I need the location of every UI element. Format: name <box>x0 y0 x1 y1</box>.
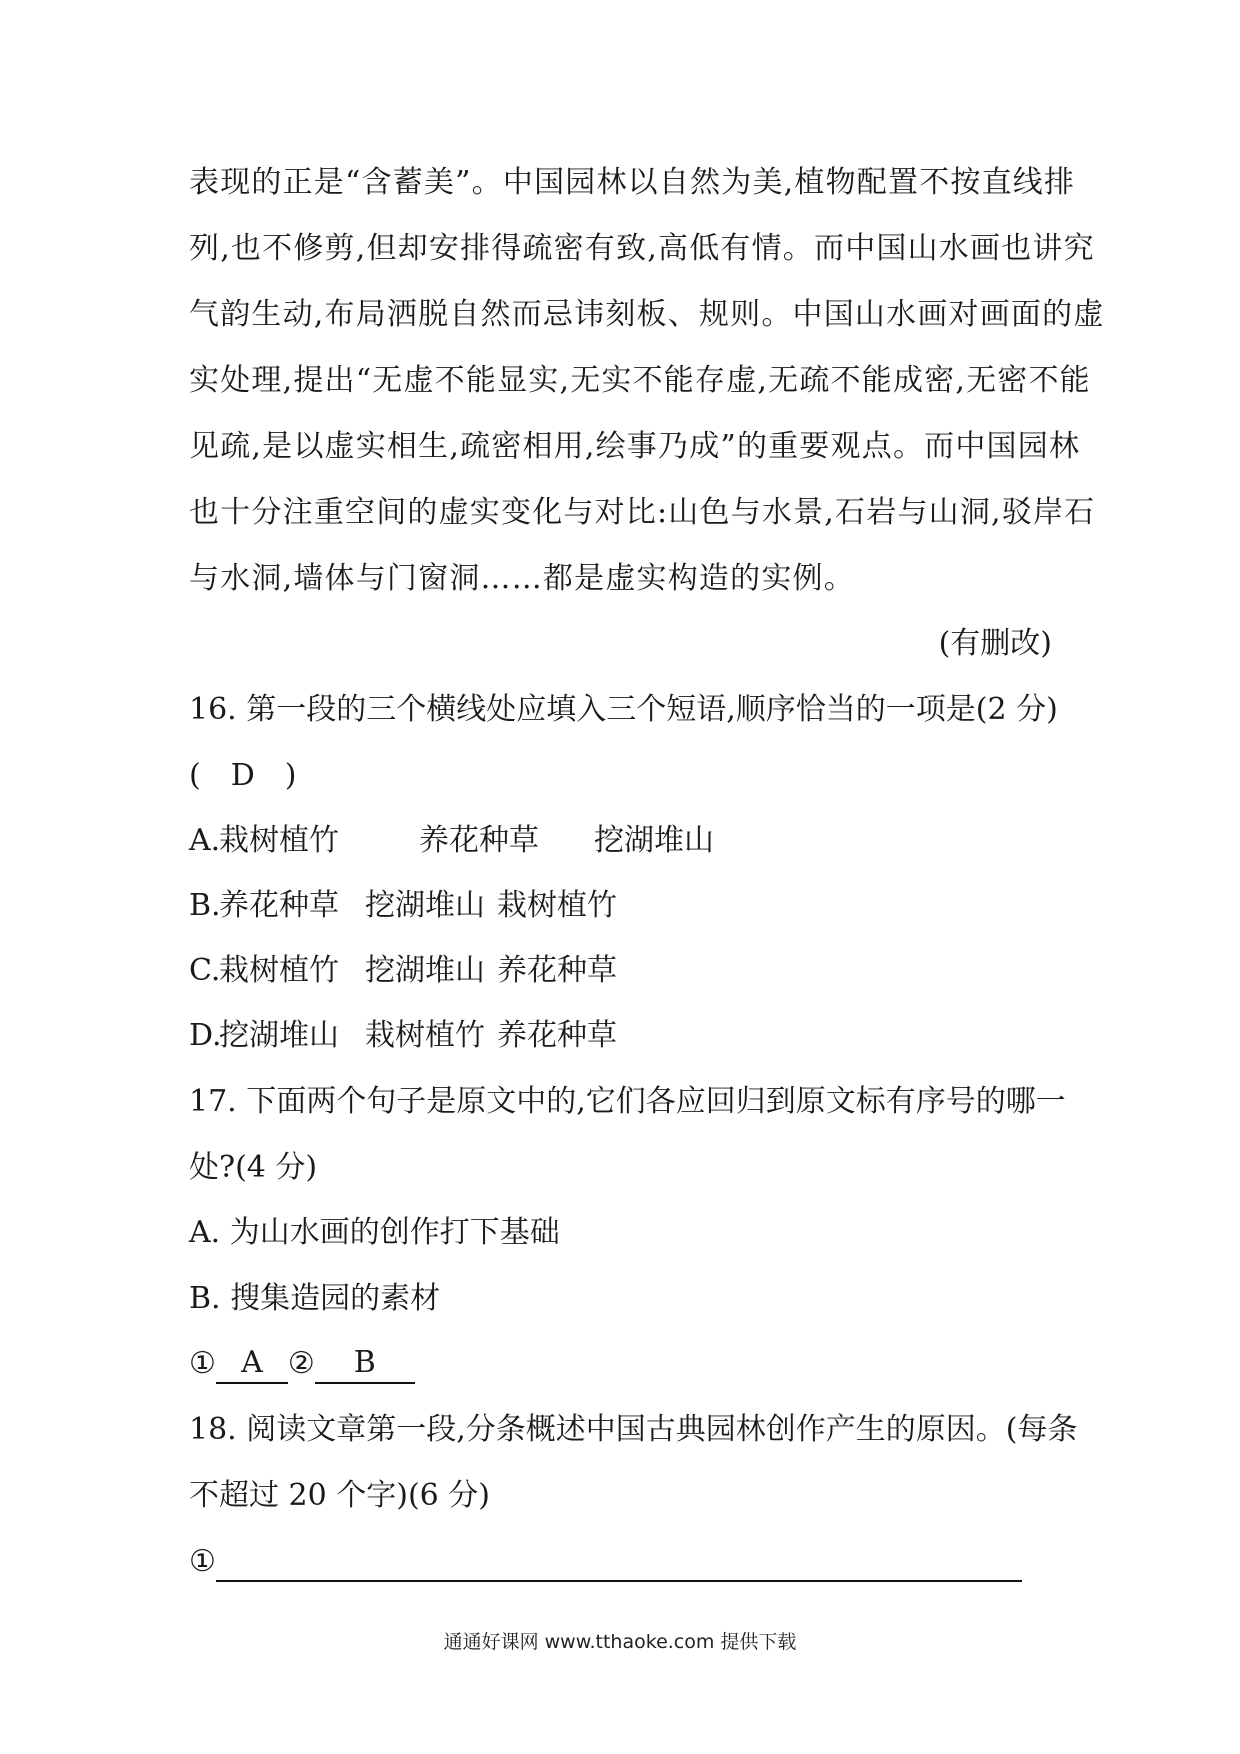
passage-line-5: 见疏,是以虚实相生,疏密相用,绘事乃成”的重要观点。而中国园林 <box>189 429 1081 464</box>
option-letter: C. <box>189 953 221 988</box>
option-phrase: 养花种草 <box>219 888 339 923</box>
question-17-answers <box>189 1344 415 1384</box>
option-c <box>189 951 617 991</box>
option-phrase: 栽树植竹 <box>219 953 339 988</box>
option-phrase: 挖湖堆山 <box>219 1018 339 1053</box>
option-b <box>189 886 617 926</box>
option-phrase: 栽树植竹 <box>497 888 617 923</box>
option-phrase: 挖湖堆山 <box>365 953 485 988</box>
source-note: (有删改) <box>938 626 1052 661</box>
option-phrase: 栽树植竹 <box>219 823 339 858</box>
answer-blank-1: A <box>216 1346 288 1384</box>
option-letter: B. <box>189 888 221 923</box>
option-phrase: 养花种草 <box>497 953 617 988</box>
passage-line-1: 表现的正是“含蓄美”。中国园林以自然为美,植物配置不按直线排 <box>189 165 1076 200</box>
passage-line-7: 与水洞,墙体与门窗洞……都是虚实构造的实例。 <box>189 561 855 596</box>
answer-blank-2: B <box>315 1346 415 1384</box>
circled-number-1: ① <box>189 1346 216 1381</box>
sentence-a: A. 为山水画的创作打下基础 <box>189 1215 560 1250</box>
option-a <box>189 821 714 861</box>
option-phrase: 栽树植竹 <box>365 1018 485 1053</box>
passage-line-4: 实处理,提出“无虚不能显实,无实不能存虚,无疏不能成密,无密不能 <box>189 363 1091 398</box>
question-16-stem: 16. 第一段的三个横线处应填入三个短语,顺序恰当的一项是(2 分) <box>189 692 1058 727</box>
option-phrase: 挖湖堆山 <box>594 823 714 858</box>
answer-blank[interactable] <box>216 1544 1022 1582</box>
footer-watermark: 通通好课网 www.tthaoke.com 提供下载 <box>443 1631 797 1653</box>
passage-line-2: 列,也不修剪,但却安排得疏密有致,高低有情。而中国山水画也讲究 <box>189 231 1095 266</box>
sentence-b: B. 搜集造园的素材 <box>189 1281 441 1316</box>
option-phrase: 养花种草 <box>497 1018 617 1053</box>
circled-number-2: ② <box>287 1346 315 1381</box>
option-phrase: 养花种草 <box>419 823 539 858</box>
question-17-stem-line-1: 17. 下面两个句子是原文中的,它们各应回归到原文标有序号的哪一 <box>189 1084 1066 1119</box>
option-d <box>189 1016 617 1056</box>
passage-line-6: 也十分注重空间的虚实变化与对比:山色与水景,石岩与山洞,驳岸石 <box>189 495 1096 530</box>
question-18-stem-line-1: 18. 阅读文章第一段,分条概述中国古典园林创作产生的原因。(每条 <box>189 1412 1078 1447</box>
option-letter: A. <box>189 823 221 858</box>
circled-number-1: ① <box>189 1544 216 1579</box>
passage-line-3: 气韵生动,布局洒脱自然而忌讳刻板、规则。中国山水画对画面的虚 <box>189 297 1105 332</box>
question-18-answer-line <box>189 1542 1022 1582</box>
question-18-stem-line-2: 不超过 20 个字)(6 分) <box>189 1478 490 1513</box>
question-16-answer: ( D ) <box>189 758 297 793</box>
option-letter: D. <box>189 1018 222 1053</box>
question-17-stem-line-2: 处?(4 分) <box>189 1150 318 1185</box>
option-phrase: 挖湖堆山 <box>365 888 485 923</box>
